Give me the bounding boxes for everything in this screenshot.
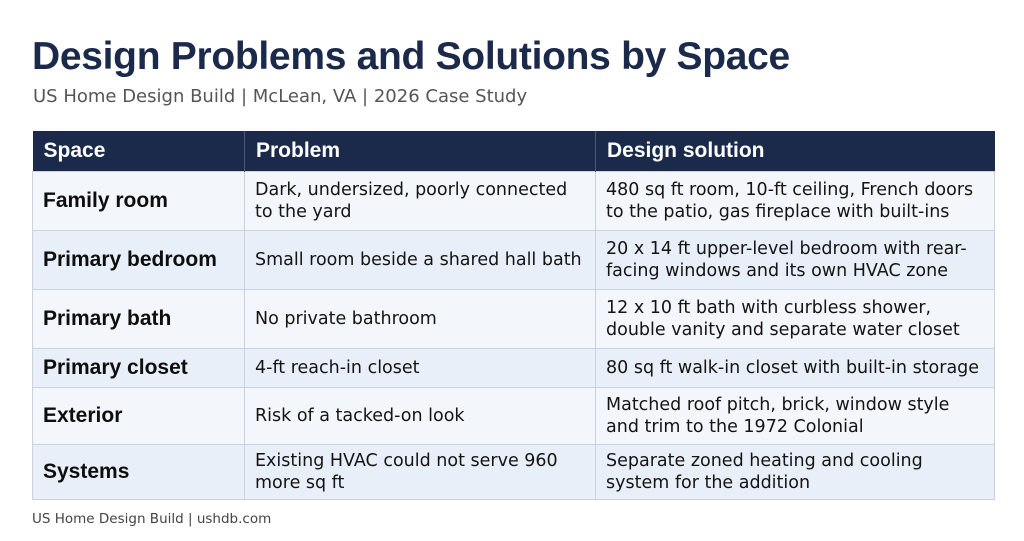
problem-cell: Risk of a tacked-on look [245, 388, 596, 445]
column-header-solution: Design solution [596, 131, 995, 172]
solution-cell: 480 sq ft room, 10-ft ceiling, French doors to the patio, gas fireplace with built-ins [596, 172, 995, 231]
problem-cell: No private bathroom [245, 290, 596, 349]
problem-cell: Small room beside a shared hall bath [245, 231, 596, 290]
column-header-space: Space [33, 131, 245, 172]
table-row [33, 445, 995, 500]
table-header [33, 131, 995, 172]
space-cell: Exterior [33, 388, 245, 445]
solution-cell: 20 x 14 ft upper-level bedroom with rear-facing windows and its own HVAC zone [596, 231, 995, 290]
problem-cell: 4-ft reach-in closet [245, 349, 596, 388]
problems-solutions-table [32, 131, 995, 500]
space-cell: Primary closet [33, 349, 245, 388]
table-row [33, 349, 995, 388]
table-row [33, 290, 995, 349]
table-header-row [33, 131, 995, 172]
solution-cell: Matched roof pitch, brick, window style and trim to the 1972 Colonial [596, 388, 995, 445]
table-row [33, 388, 995, 445]
page-subtitle: US Home Design Build | McLean, VA | 2026 Case Study [33, 86, 528, 107]
problem-cell: Dark, undersized, poorly connected to the yard [245, 172, 596, 231]
space-cell: Systems [33, 445, 245, 500]
solution-cell: Separate zoned heating and cooling system for the addition [596, 445, 995, 500]
table-row [33, 172, 995, 231]
space-cell: Primary bath [33, 290, 245, 349]
table-body [33, 172, 995, 500]
solution-cell: 80 sq ft walk-in closet with built-in storage [596, 349, 995, 388]
space-cell: Family room [33, 172, 245, 231]
problem-cell: Existing HVAC could not serve 960 more sq ft [245, 445, 596, 500]
table-row [33, 231, 995, 290]
space-cell: Primary bedroom [33, 231, 245, 290]
column-header-problem: Problem [245, 131, 596, 172]
footer-credit: US Home Design Build | ushdb.com [32, 511, 272, 527]
solution-cell: 12 x 10 ft bath with curbless shower, double vanity and separate water closet [596, 290, 995, 349]
page-title: Design Problems and Solutions by Space [32, 35, 790, 78]
